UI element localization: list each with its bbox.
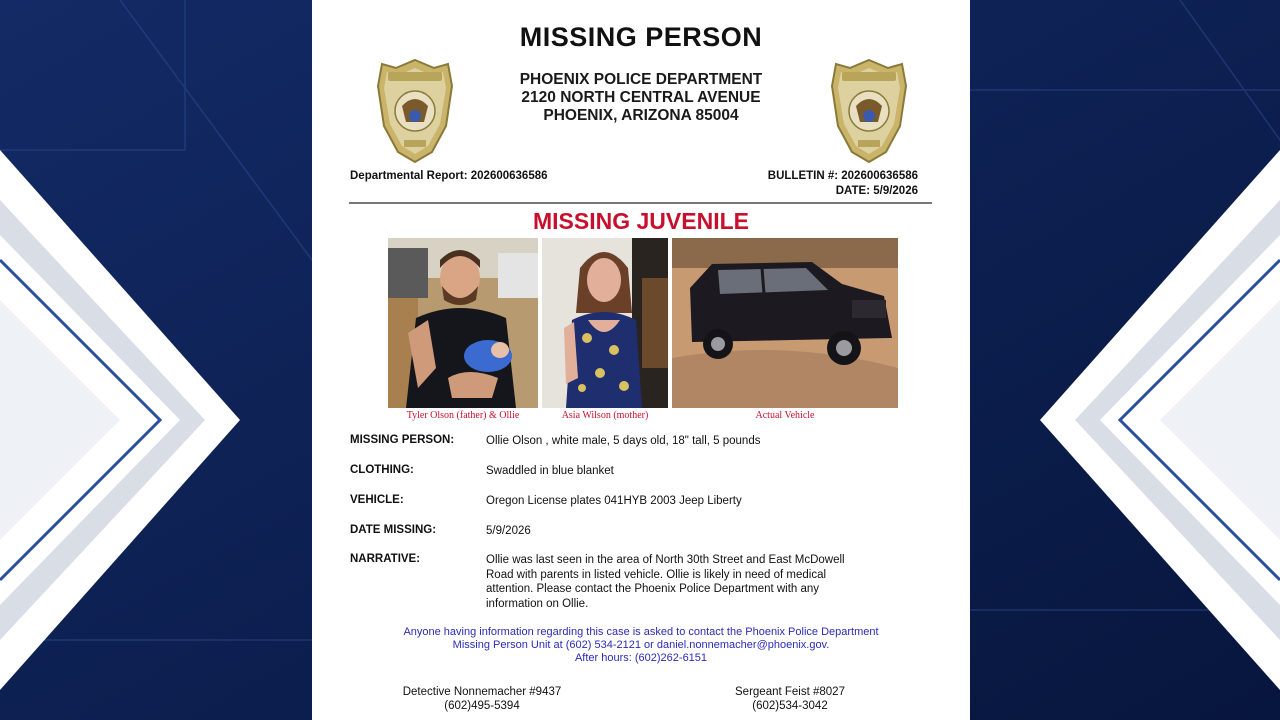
vehicle-label: VEHICLE:: [350, 494, 404, 506]
bulletin-title: MISSING PERSON: [519, 22, 763, 52]
contact-line: Anyone having information regarding this case is asked to contact the Phoenix Police Department: [403, 626, 879, 638]
sergeant-name: Sergeant Feist #8027: [735, 686, 845, 698]
sergeant-signature: [680, 685, 900, 713]
date-missing-value: 5/9/2026: [486, 525, 531, 537]
narrative-label: NARRATIVE:: [350, 553, 421, 565]
detective-phone: (602)495-5394: [444, 700, 520, 712]
narrative-text: [486, 553, 916, 611]
vehicle-value: Oregon License plates 041HYB 2003 Jeep Liberty: [486, 495, 742, 507]
missing-juvenile-banner: MISSING JUVENILE: [533, 208, 749, 234]
clothing-label: CLOTHING:: [350, 464, 414, 476]
missing-person-value: Ollie Olson , white male, 5 days old, 18" tall, 5 pounds: [486, 435, 761, 447]
photo-mother: [542, 238, 668, 408]
photo-father-and-baby: [388, 238, 538, 408]
sergeant-phone: (602)534-3042: [752, 700, 828, 712]
bulletin-number: BULLETIN #: 202600636586: [767, 170, 918, 182]
date-missing-label: DATE MISSING:: [350, 524, 437, 536]
bulletin-date: DATE: 5/9/2026: [835, 185, 918, 197]
department-name: PHOENIX POLICE DEPARTMENT: [519, 71, 763, 88]
departmental-report-number: Departmental Report: 202600636586: [350, 170, 548, 182]
detective-signature: [372, 685, 592, 713]
narrative-line: information on Ollie.: [486, 597, 589, 610]
narrative-line: attention. Please contact the Phoenix Police Department with any: [486, 583, 820, 595]
photo-vehicle: [672, 238, 898, 408]
photo-caption-vehicle: Actual Vehicle: [755, 410, 815, 421]
photo-caption-mother: Asia Wilson (mother): [561, 410, 649, 421]
missing-person-bulletin: [312, 0, 970, 720]
narrative-line: Road with parents in listed vehicle. Ollie is likely in need of medical: [486, 568, 827, 581]
missing-person-label: MISSING PERSON:: [350, 434, 455, 446]
clothing-value: Swaddled in blue blanket: [486, 465, 614, 477]
bulletin-meta: [642, 169, 918, 199]
department-street: 2120 NORTH CENTRAL AVENUE: [521, 89, 761, 106]
contact-line: After hours: (602)262-6151: [574, 652, 708, 664]
photo-caption-father: Tyler Olson (father) & Ollie: [406, 410, 520, 421]
contact-line: Missing Person Unit at (602) 534-2121 or daniel.nonnemacher@phoenix.gov.: [452, 639, 830, 651]
detective-badge-icon: [828, 56, 910, 166]
department-city: PHOENIX, ARIZONA 85004: [543, 107, 739, 124]
detective-badge-icon: [374, 56, 456, 166]
contact-info: [342, 626, 940, 665]
narrative-line: Ollie was last seen in the area of North 30th Street and East McDowell: [486, 554, 845, 566]
divider: [349, 202, 932, 204]
detective-name: Detective Nonnemacher #9437: [402, 686, 562, 698]
